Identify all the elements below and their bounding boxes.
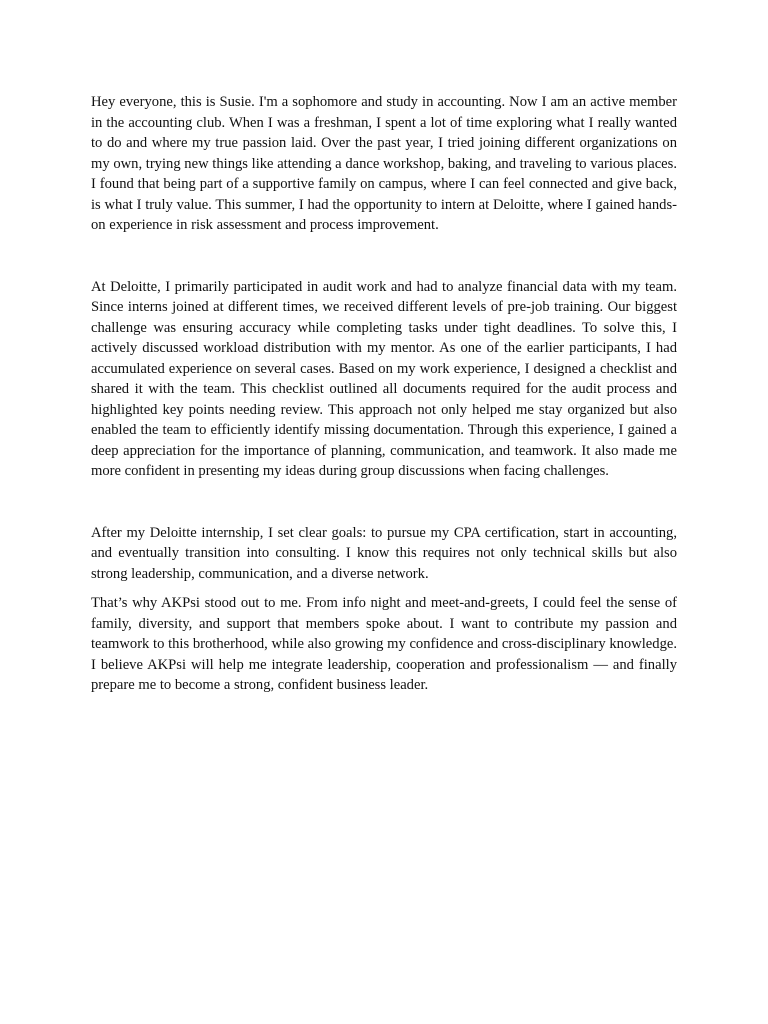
document-body bbox=[91, 92, 677, 696]
paragraph-goals: After my Deloitte internship, I set clear goals: to pursue my CPA certification, start in accounting, and eventually transition into consulting. I know this requires not only technical skills but also strong leadership, communication, and a diverse network. bbox=[91, 524, 677, 582]
paragraph-deloitte-experience: At Deloitte, I primarily participated in audit work and had to analyze financial data with my team. Since interns joined at different times, we received different levels of pre-job training. Our biggest challenge was ensuring accuracy while completing tasks under tight deadlines. To solve this, I actively discussed workload distribution with my mentor. As one of the earlier participants, I had accumulated experience on several cases. Based on my work experience, I designed a checklist and shared it with the team. This checklist outlined all documents required for the audit process and highlighted key points needing review. This approach not only helped me stay organized but also enabled the team to efficiently identify missing documentation. Through this experience, I gained a deep appreciation for the importance of planning, communication, and teamwork. It also made me more confident in presenting my ideas during group discussions when facing challenges. bbox=[91, 278, 677, 479]
paragraph-akpsi: That’s why AKPsi stood out to me. From info night and meet-and-greets, I could feel the sense of family, diversity, and support that members spoke about. I want to contribute my passion and teamwork to this brotherhood, while also growing my confidence and cross-disciplinary knowledge. I believe AKPsi will help me integrate leadership, cooperation and professionalism — and finally prepare me to become a strong, confident business leader. bbox=[91, 595, 677, 693]
paragraph-intro: Hey everyone, this is Susie. I'm a sophomore and study in accounting. Now I am an active member in the accounting club. When I was a freshman, I spent a lot of time exploring what I really wanted to do and where my true passion laid. Over the past year, I tried joining different organizations on my own, trying new things like attending a dance workshop, baking, and traveling to various places. I found that being part of a supportive family on campus, where I can feel connected and give back, is what I truly value. This summer, I had the opportunity to intern at Deloitte, where I gained hands-on experience in risk assessment and process improvement. bbox=[91, 94, 677, 233]
